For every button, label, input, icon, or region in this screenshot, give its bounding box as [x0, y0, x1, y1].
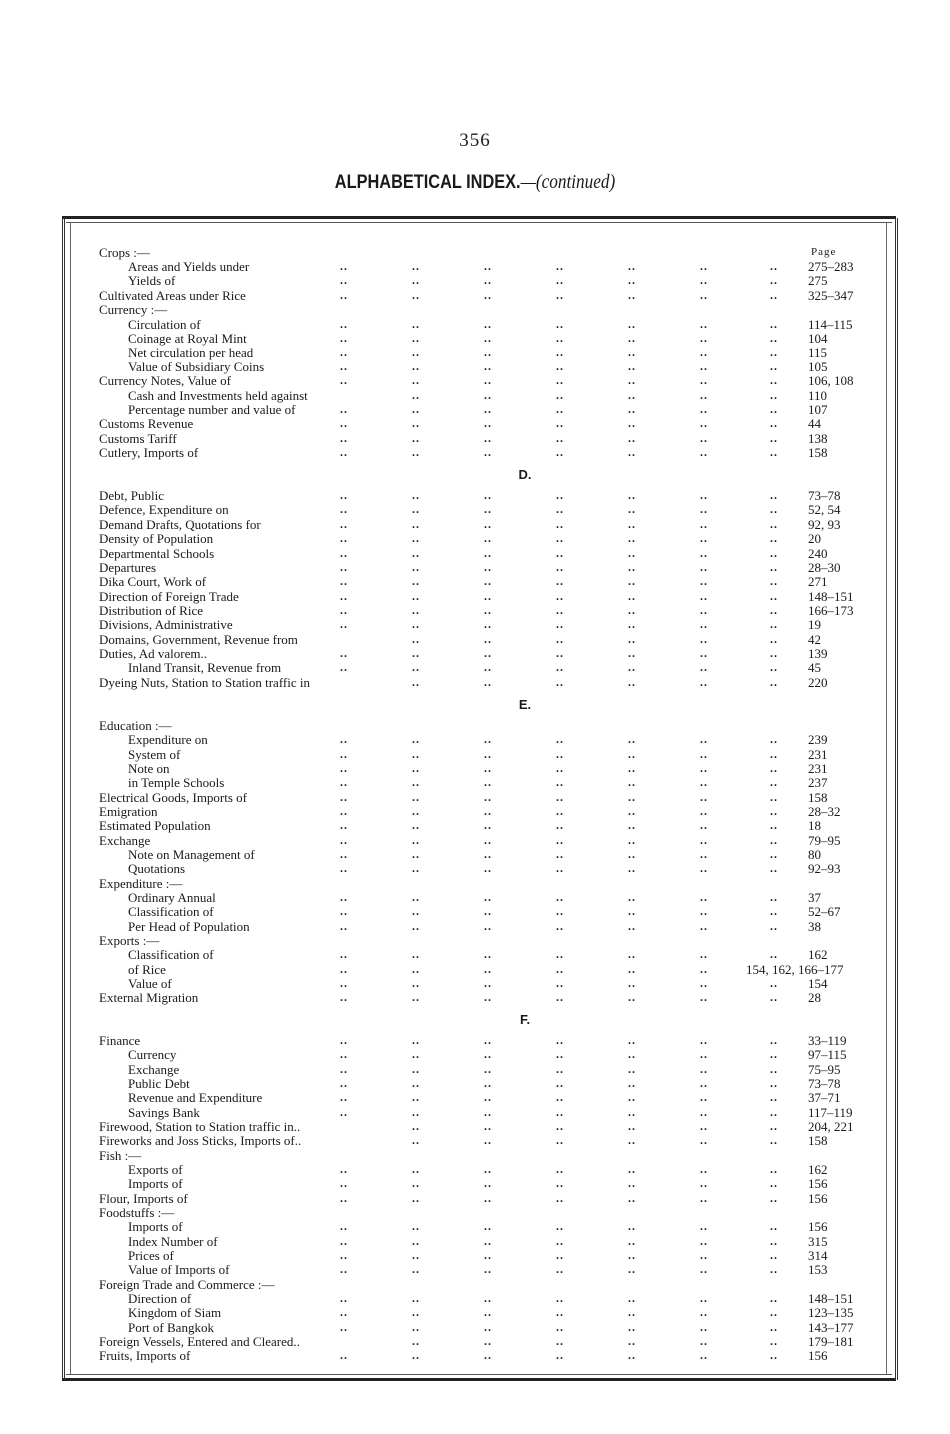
index-entry: Classification of .. .. .. .. .. .. .. 162 — [128, 947, 828, 962]
index-entry — [0, 246, 950, 260]
index-entry: Value of .. .. .. .. .. .. .. 154 — [128, 976, 828, 991]
index-entry — [0, 1149, 950, 1163]
entry-page-ref: 275 — [808, 273, 828, 288]
entry-page-ref: 315 — [808, 1234, 828, 1249]
entry-page-ref: 114–115 — [808, 317, 853, 332]
index-entry: Density of Population .. .. .. .. .. .. .. 20 — [99, 531, 821, 546]
entry-page-ref: 123–135 — [808, 1305, 854, 1320]
entry-label: System of — [128, 747, 181, 762]
entry-page-ref: 154, 162, 166–177 — [746, 962, 844, 977]
index-entry: Quotations .. .. .. .. .. .. .. 92–93 — [128, 861, 841, 876]
entry-label: Expenditure :— — [99, 876, 183, 891]
index-entry: Debt, Public .. .. .. .. .. .. .. 73–78 — [99, 488, 841, 503]
entry-page-ref: 38 — [808, 919, 821, 934]
index-entry — [0, 719, 950, 733]
index-entry: in Temple Schools .. .. .. .. .. .. .. 237 — [128, 775, 828, 790]
entry-label: Dyeing Nuts, Station to Station traffic in — [99, 675, 310, 690]
section-letter: F. — [519, 1012, 531, 1027]
entry-label: Distribution of Rice — [99, 603, 203, 618]
index-entry — [0, 1278, 950, 1292]
index-entry: Index Number of .. .. .. .. .. .. .. 315 — [128, 1234, 828, 1249]
entry-page-ref: 28–32 — [808, 804, 841, 819]
entry-label: Flour, Imports of — [99, 1191, 188, 1206]
entry-label: Cash and Investments held against — [128, 388, 308, 403]
index-entry: of Rice .. .. .. .. .. .. 154, 162, 166–177 — [128, 962, 844, 977]
entry-page-ref: 75–95 — [808, 1062, 841, 1077]
entry-page-ref: 148–151 — [808, 1291, 854, 1306]
entry-page-ref: 37 — [808, 890, 821, 905]
index-entry: Exchange .. .. .. .. .. .. .. 75–95 — [128, 1062, 841, 1077]
index-entry: Port of Bangkok .. .. .. .. .. .. .. 143–177 — [128, 1320, 854, 1335]
entry-page-ref: 271 — [808, 574, 828, 589]
page-number: 356 — [459, 130, 491, 151]
entry-label: Note on Management of — [128, 847, 255, 862]
index-entry: Dika Court, Work of .. .. .. .. .. .. .. 271 — [99, 574, 828, 589]
entry-label: Exports :— — [99, 933, 160, 948]
entry-label: Direction of Foreign Trade — [99, 589, 239, 604]
index-entry: Domains, Government, Revenue from .. .. .. .. .. .. 42 — [99, 632, 821, 647]
entry-label: Circulation of — [128, 317, 201, 332]
entry-label: Value of — [128, 976, 172, 991]
entry-label: Kingdom of Siam — [128, 1305, 222, 1320]
entry-page-ref: 104 — [808, 331, 828, 346]
entry-label: Firewood, Station to Station traffic in.. — [99, 1119, 301, 1134]
index-entry: Customs Revenue .. .. .. .. .. .. .. 44 — [99, 416, 821, 431]
index-entry: Per Head of Population .. .. .. .. .. .. .. 38 — [128, 919, 821, 934]
entry-label: Imports of — [128, 1176, 183, 1191]
index-entry — [0, 934, 950, 948]
entry-label: Duties, Ad valorem.. — [99, 646, 207, 661]
entry-label: Estimated Population — [99, 818, 211, 833]
entry-page-ref: 28 — [808, 990, 821, 1005]
index-entry: Fireworks and Joss Sticks, Imports of.. .. .. .. .. .. .. 158 — [99, 1133, 828, 1148]
entry-page-ref: 275–283 — [808, 259, 854, 274]
entry-page-ref: 80 — [808, 847, 821, 862]
entry-page-ref: 153 — [808, 1262, 828, 1277]
entry-label: Currency :— — [99, 302, 168, 317]
entry-label: Electrical Goods, Imports of — [99, 790, 248, 805]
entry-label: Foodstuffs :— — [99, 1205, 175, 1220]
entry-label: Port of Bangkok — [128, 1320, 214, 1335]
entry-label: Density of Population — [99, 531, 214, 546]
entry-page-ref: 33–119 — [808, 1033, 847, 1048]
entry-label: Inland Transit, Revenue from — [128, 660, 282, 675]
index-entry: Ordinary Annual .. .. .. .. .. .. .. 37 — [128, 890, 821, 905]
entry-page-ref: 52, 54 — [808, 502, 841, 517]
entry-page-ref: 158 — [808, 445, 828, 460]
index-entry: Divisions, Administrative .. .. .. .. .. .. .. 19 — [99, 617, 821, 632]
entry-label: Emigration — [99, 804, 158, 819]
entry-label: Finance — [99, 1033, 141, 1048]
entry-page-ref: 204, 221 — [808, 1119, 854, 1134]
entry-label: Currency — [128, 1047, 177, 1062]
index-entry: Net circulation per head .. .. .. .. .. .. .. 115 — [128, 345, 828, 360]
entry-label: Yields of — [128, 273, 176, 288]
entry-page-ref: 139 — [808, 646, 828, 661]
entry-page-ref: 156 — [808, 1176, 828, 1191]
index-entry: Electrical Goods, Imports of .. .. .. .. .. .. .. 158 — [99, 790, 828, 805]
entry-label: Departmental Schools — [99, 546, 215, 561]
title-suffix: —(continued) — [520, 171, 616, 193]
entry-label: Imports of — [128, 1219, 183, 1234]
index-entry — [0, 877, 950, 891]
index-entry: Imports of .. .. .. .. .. .. .. 156 — [128, 1176, 828, 1191]
index-entry: Kingdom of Siam .. .. .. .. .. .. .. 123–135 — [128, 1305, 854, 1320]
entry-label: Foreign Vessels, Entered and Cleared.. — [99, 1334, 300, 1349]
entry-label: Fireworks and Joss Sticks, Imports of.. — [99, 1133, 302, 1148]
index-entry: System of .. .. .. .. .. .. .. 231 — [128, 747, 828, 762]
section-letter: E. — [518, 697, 532, 712]
index-entry: Defence, Expenditure on .. .. .. .. .. .. .. 52, 54 — [99, 502, 841, 517]
index-entry: Customs Tariff .. .. .. .. .. .. .. 138 — [99, 431, 828, 446]
index-entry: Estimated Population .. .. .. .. .. .. .. 18 — [99, 818, 821, 833]
entry-page-ref: 105 — [808, 359, 828, 374]
entry-label: Public Debt — [128, 1076, 190, 1091]
entry-label: Revenue and Expenditure — [128, 1090, 263, 1105]
index-entry: Revenue and Expenditure .. .. .. .. .. .. .. 37–71 — [128, 1090, 841, 1105]
entry-label: Value of Imports of — [128, 1262, 230, 1277]
entry-page-ref: 106, 108 — [808, 373, 854, 388]
entry-page-ref: 92, 93 — [808, 517, 841, 532]
entry-label: in Temple Schools — [128, 775, 225, 790]
entry-page-ref: 20 — [808, 531, 821, 546]
entry-label: Education :— — [99, 718, 172, 733]
entry-label: Departures — [99, 560, 157, 575]
index-entry: Cash and Investments held against .. .. .. .. .. .. 110 — [128, 388, 828, 403]
entry-page-ref: 314 — [808, 1248, 828, 1263]
index-entry: Value of Imports of .. .. .. .. .. .. .. 153 — [128, 1262, 828, 1277]
index-entry: Public Debt .. .. .. .. .. .. .. 73–78 — [128, 1076, 841, 1091]
entry-page-ref: 179–181 — [808, 1334, 854, 1349]
index-entry: External Migration .. .. .. .. .. .. .. 28 — [99, 990, 821, 1005]
entry-label: Areas and Yields under — [128, 259, 250, 274]
entry-page-ref: 110 — [808, 388, 828, 403]
entry-page-ref: 156 — [808, 1348, 828, 1363]
entry-page-ref: 231 — [808, 747, 828, 762]
entry-label: Direction of — [128, 1291, 192, 1306]
entry-label: Note on — [128, 761, 170, 776]
index-entry: Circulation of .. .. .. .. .. .. .. 114–115 — [128, 317, 853, 332]
index-entry: Departmental Schools .. .. .. .. .. .. .. 240 — [99, 546, 828, 561]
entry-label: Customs Revenue — [99, 416, 194, 431]
index-entry: Areas and Yields under .. .. .. .. .. .. .. 275–283 — [128, 259, 854, 274]
entry-label: Divisions, Administrative — [99, 617, 233, 632]
entry-label: Fruits, Imports of — [99, 1348, 191, 1363]
entry-page-ref: 28–30 — [808, 560, 841, 575]
entry-page-ref: 239 — [808, 732, 828, 747]
entry-page-ref: 44 — [808, 416, 821, 431]
entry-label: Customs Tariff — [99, 431, 177, 446]
entry-label: Demand Drafts, Quotations for — [99, 517, 261, 532]
entry-label: Exchange — [99, 833, 151, 848]
index-entry: Value of Subsidiary Coins .. .. .. .. .. .. .. 105 — [128, 359, 828, 374]
index-entry: Flour, Imports of .. .. .. .. .. .. .. 156 — [99, 1191, 828, 1206]
index-entry: Currency .. .. .. .. .. .. .. 97–115 — [128, 1047, 847, 1062]
entry-label: Dika Court, Work of — [99, 574, 207, 589]
entry-page-ref: 231 — [808, 761, 828, 776]
entry-page-ref: 156 — [808, 1191, 828, 1206]
index-entry: Direction of Foreign Trade .. .. .. .. .. .. .. 148–151 — [99, 589, 854, 604]
page-column-header: Page — [811, 246, 837, 258]
entry-page-ref: 107 — [808, 402, 828, 417]
entry-label: Currency Notes, Value of — [99, 373, 231, 388]
index-entry: Demand Drafts, Quotations for .. .. .. .. .. .. .. 92, 93 — [99, 517, 841, 532]
entry-page-ref: 42 — [808, 632, 821, 647]
index-entry: Fruits, Imports of .. .. .. .. .. .. .. 156 — [99, 1348, 828, 1363]
entry-label: Cultivated Areas under Rice — [99, 288, 246, 303]
entry-label: Defence, Expenditure on — [99, 502, 229, 517]
index-entry: Direction of .. .. .. .. .. .. .. 148–151 — [128, 1291, 854, 1306]
index-entry: Coinage at Royal Mint .. .. .. .. .. .. .. 104 — [128, 331, 828, 346]
index-entry: Cutlery, Imports of .. .. .. .. .. .. .. 158 — [99, 445, 828, 460]
entry-page-ref: 166–173 — [808, 603, 854, 618]
entry-label: Index Number of — [128, 1234, 218, 1249]
index-entry: Classification of .. .. .. .. .. .. .. 52–67 — [128, 904, 841, 919]
entry-label: Prices of — [128, 1248, 174, 1263]
entry-label: Per Head of Population — [128, 919, 250, 934]
entry-page-ref: 158 — [808, 1133, 828, 1148]
entry-label: Fish :— — [99, 1148, 142, 1163]
title-text: ALPHABETICAL INDEX. — [334, 172, 521, 193]
entry-label: Savings Bank — [128, 1105, 200, 1120]
entry-page-ref: 148–151 — [808, 589, 854, 604]
index-entry: Duties, Ad valorem.. .. .. .. .. .. .. .. 139 — [99, 646, 828, 661]
entry-page-ref: 156 — [808, 1219, 828, 1234]
entry-label: Expenditure on — [128, 732, 208, 747]
entry-page-ref: 325–347 — [808, 288, 854, 303]
entry-page-ref: 79–95 — [808, 833, 841, 848]
entry-label: Coinage at Royal Mint — [128, 331, 247, 346]
entry-page-ref: 97–115 — [808, 1047, 847, 1062]
entry-page-ref: 19 — [808, 617, 821, 632]
entry-page-ref: 52–67 — [808, 904, 841, 919]
index-entry: Exports of .. .. .. .. .. .. .. 162 — [128, 1162, 828, 1177]
index-entry: Foreign Vessels, Entered and Cleared.. .. .. .. .. .. .. 179–181 — [99, 1334, 854, 1349]
index-entry: Inland Transit, Revenue from .. .. .. .. .. .. .. 45 — [128, 660, 821, 675]
index-entry — [0, 303, 950, 317]
entry-page-ref: 18 — [808, 818, 821, 833]
index-entry: Firewood, Station to Station traffic in.. .. .. .. .. .. .. 204, 221 — [99, 1119, 854, 1134]
entry-label: Debt, Public — [99, 488, 164, 503]
index-entry: Exchange .. .. .. .. .. .. .. 79–95 — [99, 833, 841, 848]
entry-label: Quotations — [128, 861, 186, 876]
entry-label: Classification of — [128, 904, 214, 919]
entry-page-ref: 37–71 — [808, 1090, 841, 1105]
index-entry: Currency Notes, Value of .. .. .. .. .. .. .. 106, 108 — [99, 373, 854, 388]
index-entry — [0, 1206, 950, 1220]
section-letter: D. — [518, 467, 532, 482]
index-entry: Imports of .. .. .. .. .. .. .. 156 — [128, 1219, 828, 1234]
index-entry: Savings Bank .. .. .. .. .. .. .. 117–119 — [128, 1105, 853, 1120]
index-entry: Note on Management of .. .. .. .. .. .. .. 80 — [128, 847, 821, 862]
entry-label: Crops :— — [99, 245, 150, 260]
index-entry: Cultivated Areas under Rice .. .. .. .. .. .. .. 325–347 — [99, 288, 854, 303]
index-entry: Percentage number and value of .. .. .. .. .. .. .. 107 — [128, 402, 828, 417]
entry-page-ref: 240 — [808, 546, 828, 561]
entry-label: Net circulation per head — [128, 345, 254, 360]
entry-page-ref: 158 — [808, 790, 828, 805]
entry-page-ref: 117–119 — [808, 1105, 853, 1120]
entry-page-ref: 138 — [808, 431, 828, 446]
entry-page-ref: 115 — [808, 345, 828, 360]
entry-page-ref: 73–78 — [808, 1076, 841, 1091]
index-entry: Yields of .. .. .. .. .. .. .. 275 — [128, 273, 828, 288]
index-entry: Dyeing Nuts, Station to Station traffic in .. .. .. .. .. .. 220 — [99, 675, 828, 690]
entry-label: Classification of — [128, 947, 214, 962]
index-entry: Emigration .. .. .. .. .. .. .. 28–32 — [99, 804, 841, 819]
index-entry: Prices of .. .. .. .. .. .. .. 314 — [128, 1248, 828, 1263]
index-entry: Expenditure on .. .. .. .. .. .. .. 239 — [128, 732, 828, 747]
entry-page-ref: 73–78 — [808, 488, 841, 503]
entry-label: Domains, Government, Revenue from — [99, 632, 298, 647]
entry-label: Cutlery, Imports of — [99, 445, 199, 460]
entry-page-ref: 237 — [808, 775, 828, 790]
index-entry: Finance .. .. .. .. .. .. .. 33–119 — [99, 1033, 847, 1048]
entry-page-ref: 220 — [808, 675, 828, 690]
entry-page-ref: 45 — [808, 660, 821, 675]
entry-label: Value of Subsidiary Coins — [128, 359, 265, 374]
page-title — [67, 171, 884, 194]
entry-page-ref: 92–93 — [808, 861, 841, 876]
entry-page-ref: 143–177 — [808, 1320, 854, 1335]
index-entry: Departures .. .. .. .. .. .. .. 28–30 — [99, 560, 841, 575]
entry-label: Exchange — [128, 1062, 180, 1077]
entry-page-ref: 162 — [808, 1162, 828, 1177]
entry-label: Ordinary Annual — [128, 890, 216, 905]
entry-page-ref: 154 — [808, 976, 828, 991]
index-entry: Distribution of Rice .. .. .. .. .. .. .. 166–173 — [99, 603, 854, 618]
index-entry: Note on .. .. .. .. .. .. .. 231 — [128, 761, 828, 776]
entry-label: of Rice — [128, 962, 166, 977]
entry-label: External Migration — [99, 990, 199, 1005]
entry-page-ref: 162 — [808, 947, 828, 962]
entry-label: Foreign Trade and Commerce :— — [99, 1277, 275, 1292]
entry-label: Percentage number and value of — [128, 402, 296, 417]
entry-label: Exports of — [128, 1162, 183, 1177]
